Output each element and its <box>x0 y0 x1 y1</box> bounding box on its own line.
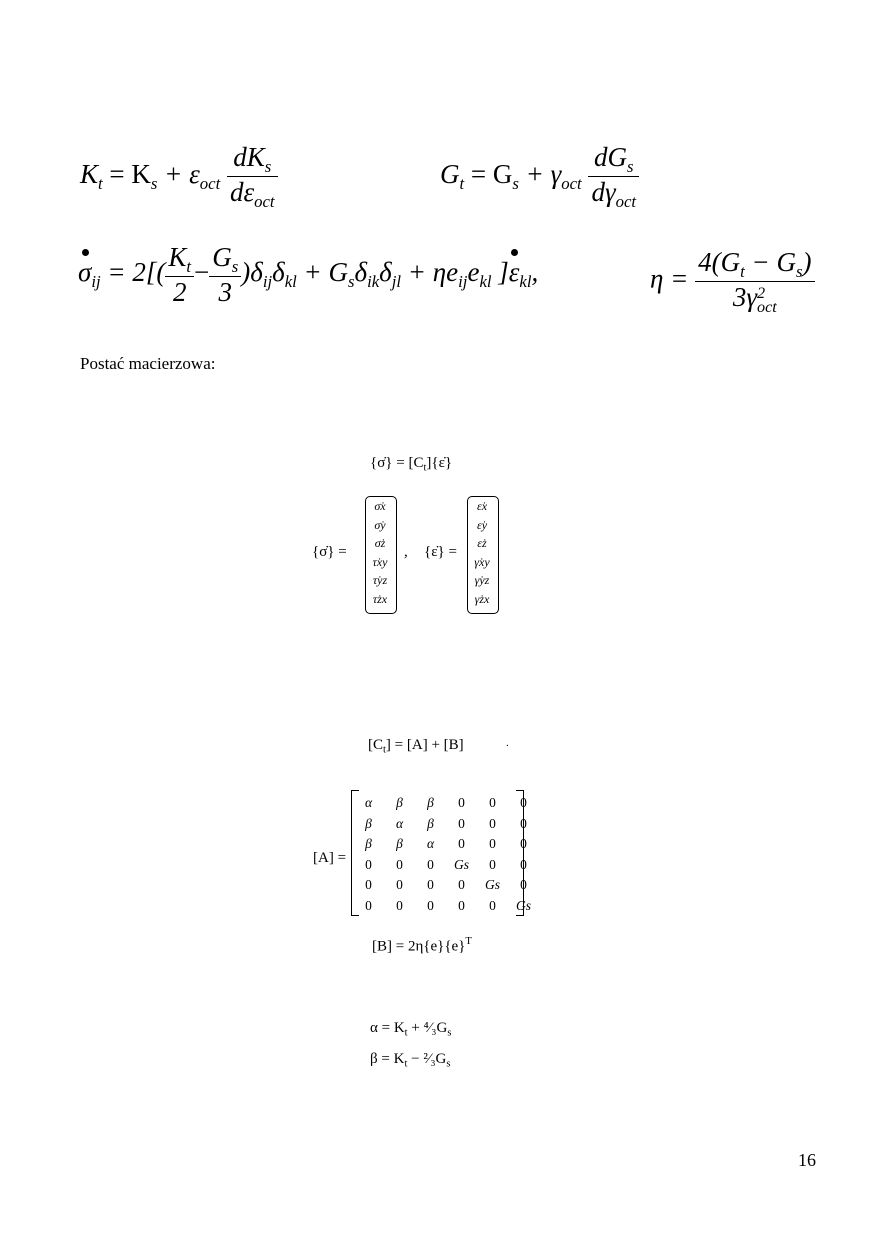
kt-frac-num: dK <box>233 142 265 172</box>
alpha-lhs: α = K <box>370 1020 405 1036</box>
a-matrix-row <box>353 896 539 917</box>
a-matrix-row <box>353 814 539 835</box>
a-matrix-cell: 0 <box>520 795 527 811</box>
eps-vector <box>470 497 494 608</box>
kt-half-fraction <box>165 243 194 307</box>
a-matrix-cell: 0 <box>427 856 434 872</box>
eps-vector-entry: ε̇x <box>476 499 488 513</box>
gt-equation <box>440 143 639 211</box>
delta-ik-sub: ik <box>367 271 380 291</box>
beta-rest: − ²⁄₃G <box>407 1051 447 1067</box>
kt-rhs-sub: s <box>150 173 158 193</box>
eta-den: 3γ <box>732 282 757 313</box>
a-matrix-cell: 0 <box>520 856 527 872</box>
a-matrix-cell: 0 <box>365 897 372 913</box>
plus-gs-sub: s <box>348 271 355 291</box>
a-matrix-cell: 0 <box>489 836 496 852</box>
b-def-sup: T <box>465 936 472 947</box>
alpha-rest: + ⁴⁄₃G <box>407 1020 448 1036</box>
sigma-vector-label: {σ̇} = <box>312 544 347 560</box>
gt-gamma-sub: oct <box>561 173 582 193</box>
gt-rhs-sub: s <box>512 173 519 193</box>
a-matrix-cell: Gs <box>515 897 531 913</box>
a-matrix-cell: 0 <box>458 877 465 893</box>
b-definition <box>372 936 472 955</box>
sigma-eq-open: = 2[( <box>107 257 166 288</box>
beta-definition <box>370 1051 450 1070</box>
eps-vector-entry: γ̇xy <box>474 554 490 569</box>
a-matrix-cell: α <box>395 815 404 831</box>
gs-third-num-sub: s <box>231 256 239 276</box>
a-matrix-cell: β <box>365 815 372 831</box>
kt-equation <box>80 143 278 211</box>
a-matrix-cell: α <box>364 795 373 811</box>
a-matrix-cell: 0 <box>365 877 372 893</box>
eta-equation <box>650 248 815 315</box>
a-matrix-cell: 0 <box>458 795 465 811</box>
eps-vector-entry: ε̇y <box>476 517 488 532</box>
plus-gs: + G <box>303 257 348 288</box>
a-matrix-row <box>353 875 539 896</box>
gt-frac-num: dG <box>594 142 627 172</box>
a-matrix-cell: β <box>365 836 372 852</box>
stress-rate-end: ]{ε̇} <box>426 455 453 471</box>
a-matrix <box>353 793 539 916</box>
eq-comma: , <box>531 257 539 288</box>
sigma-vector-entry: σ̇z <box>374 536 386 550</box>
a-matrix-row <box>353 855 539 876</box>
a-matrix-cell: 0 <box>396 856 403 872</box>
sigma-vector-entry: σ̇y <box>374 517 386 532</box>
close-bracket: ] <box>498 257 509 288</box>
eta-num-sub2: s <box>796 261 803 281</box>
sigma-sub: ij <box>91 271 101 291</box>
beta-rest-sub: s <box>446 1058 451 1070</box>
a-matrix-cell: 0 <box>520 877 527 893</box>
kt-half-den: 2 <box>172 277 187 308</box>
kt-frac-den-sub: oct <box>254 192 275 212</box>
a-matrix-label: [A] = <box>313 850 347 866</box>
gt-plus-gamma: + γ <box>525 159 562 190</box>
alpha-definition <box>370 1020 451 1039</box>
a-matrix-cell: 0 <box>489 856 496 872</box>
gt-frac-den-sub: oct <box>615 192 637 212</box>
stress-rate-sub: t <box>423 462 427 474</box>
a-matrix-row <box>353 834 539 855</box>
eps-sub: kl <box>519 271 532 291</box>
a-matrix-cell: β <box>427 815 434 831</box>
matrix-form-label: Postać macierzowa: <box>80 354 216 373</box>
a-matrix-cell: 0 <box>458 815 465 831</box>
kt-lhs: K <box>80 159 99 190</box>
alpha-rest-sub: s <box>447 1027 452 1039</box>
eps-vector-entry: ε̇z <box>477 536 487 550</box>
eta-den-sub: oct <box>757 298 777 317</box>
gt-fraction <box>588 143 639 211</box>
ct-sum-rhs: ] = [A] + [B] <box>385 737 464 753</box>
stress-rate-equation <box>370 455 452 474</box>
a-matrix-cell: Gs <box>453 856 469 872</box>
alpha-sub: t <box>404 1027 408 1039</box>
gs-third-num: G <box>212 242 232 272</box>
eta-num-end: ) <box>802 247 812 277</box>
a-matrix-cell: β <box>396 795 403 811</box>
kt-half-num-sub: t <box>186 256 192 276</box>
constitutive-equation <box>78 243 538 307</box>
beta-lhs: β = K <box>370 1051 405 1067</box>
beta-sub: t <box>404 1058 408 1070</box>
b-def-text: [B] = 2η{e}{e} <box>372 938 466 955</box>
gt-frac-num-sub: s <box>627 156 634 176</box>
eta-den-sup: 2 <box>757 283 766 302</box>
eta-num-sub1: t <box>740 261 745 281</box>
delta-ik: δ <box>354 257 368 288</box>
delta-kl-sub: kl <box>284 271 297 291</box>
kt-rhs: = K <box>109 159 151 190</box>
ct-sum-equation <box>368 737 464 756</box>
sigma-vector-entry: τ̇xy <box>372 554 388 569</box>
ct-sum-lhs: [C <box>368 737 383 753</box>
sigma-rate <box>78 257 91 288</box>
a-matrix-cell: 0 <box>520 815 527 831</box>
ct-sum-dot: . <box>506 737 509 749</box>
a-matrix-cell: 0 <box>427 877 434 893</box>
eps-symbol: ε <box>508 257 520 288</box>
delta-jl: δ <box>379 257 392 288</box>
kt-frac-den: dε <box>229 177 255 208</box>
a-matrix-cell: 0 <box>489 897 496 913</box>
stress-rate-lhs: {σ̇} = [C <box>370 455 424 471</box>
a-matrix-cell: α <box>426 836 435 852</box>
sigma-vector-entry: τ̇zx <box>372 591 388 606</box>
a-matrix-cell: 0 <box>520 836 527 852</box>
a-matrix-cell: Gs <box>484 877 500 893</box>
page-number: 16 <box>798 1150 816 1170</box>
delta-ij: )δ <box>241 257 263 288</box>
kt-eps-sub: oct <box>199 173 221 193</box>
delta-jl-sub: jl <box>391 271 402 291</box>
gt-rhs: = G <box>470 159 513 190</box>
a-matrix-cell: β <box>396 836 403 852</box>
eta-fraction <box>695 248 814 315</box>
eta-num: 4(G <box>698 247 741 277</box>
ct-sum-sub: t <box>383 744 386 756</box>
sigma-symbol: σ <box>78 257 92 288</box>
gt-lhs-sub: t <box>459 173 465 193</box>
eps-vector-label: {ε̇} = <box>424 544 457 560</box>
gs-third-den: 3 <box>218 277 233 308</box>
sigma-vector <box>368 497 392 608</box>
delta-kl: δ <box>272 257 285 288</box>
a-matrix-cell: 0 <box>458 836 465 852</box>
eps-rate <box>509 257 520 288</box>
eta-e-sub: ij <box>458 271 468 291</box>
delta-ij-sub: ij <box>262 271 273 291</box>
kt-plus-eps: + ε <box>164 159 200 190</box>
eps-vector-entry: γ̇zx <box>474 591 490 606</box>
sigma-vector-entry: σ̇x <box>374 499 386 513</box>
a-matrix-cell: 0 <box>489 815 496 831</box>
e-kl-sub: kl <box>479 271 492 291</box>
a-matrix-cell: 0 <box>489 795 496 811</box>
gt-frac-den: dγ <box>591 177 616 208</box>
e-kl: e <box>467 257 480 288</box>
kt-frac-num-sub: s <box>264 156 272 176</box>
eta-num-mid: − G <box>744 247 796 277</box>
minus-sign: − <box>194 257 210 288</box>
plus-eta-e: + ηe <box>407 257 459 288</box>
gs-third-fraction <box>209 243 241 307</box>
eps-vector-entry: γ̇yz <box>474 573 490 587</box>
a-matrix-row <box>353 793 539 814</box>
a-matrix-cell: 0 <box>365 856 372 872</box>
a-matrix-cell: 0 <box>396 897 403 913</box>
vector-comma: , <box>404 544 408 560</box>
eta-lhs: η = <box>650 263 689 294</box>
a-matrix-cell: 0 <box>396 877 403 893</box>
kt-half-num: K <box>168 242 187 272</box>
a-matrix-cell: 0 <box>427 897 434 913</box>
sigma-vector-entry: τ̇yz <box>372 573 388 587</box>
kt-fraction <box>227 143 278 211</box>
a-matrix-cell: β <box>427 795 434 811</box>
kt-lhs-sub: t <box>98 173 103 193</box>
gt-lhs: G <box>440 159 460 190</box>
a-matrix-cell: 0 <box>458 897 465 913</box>
